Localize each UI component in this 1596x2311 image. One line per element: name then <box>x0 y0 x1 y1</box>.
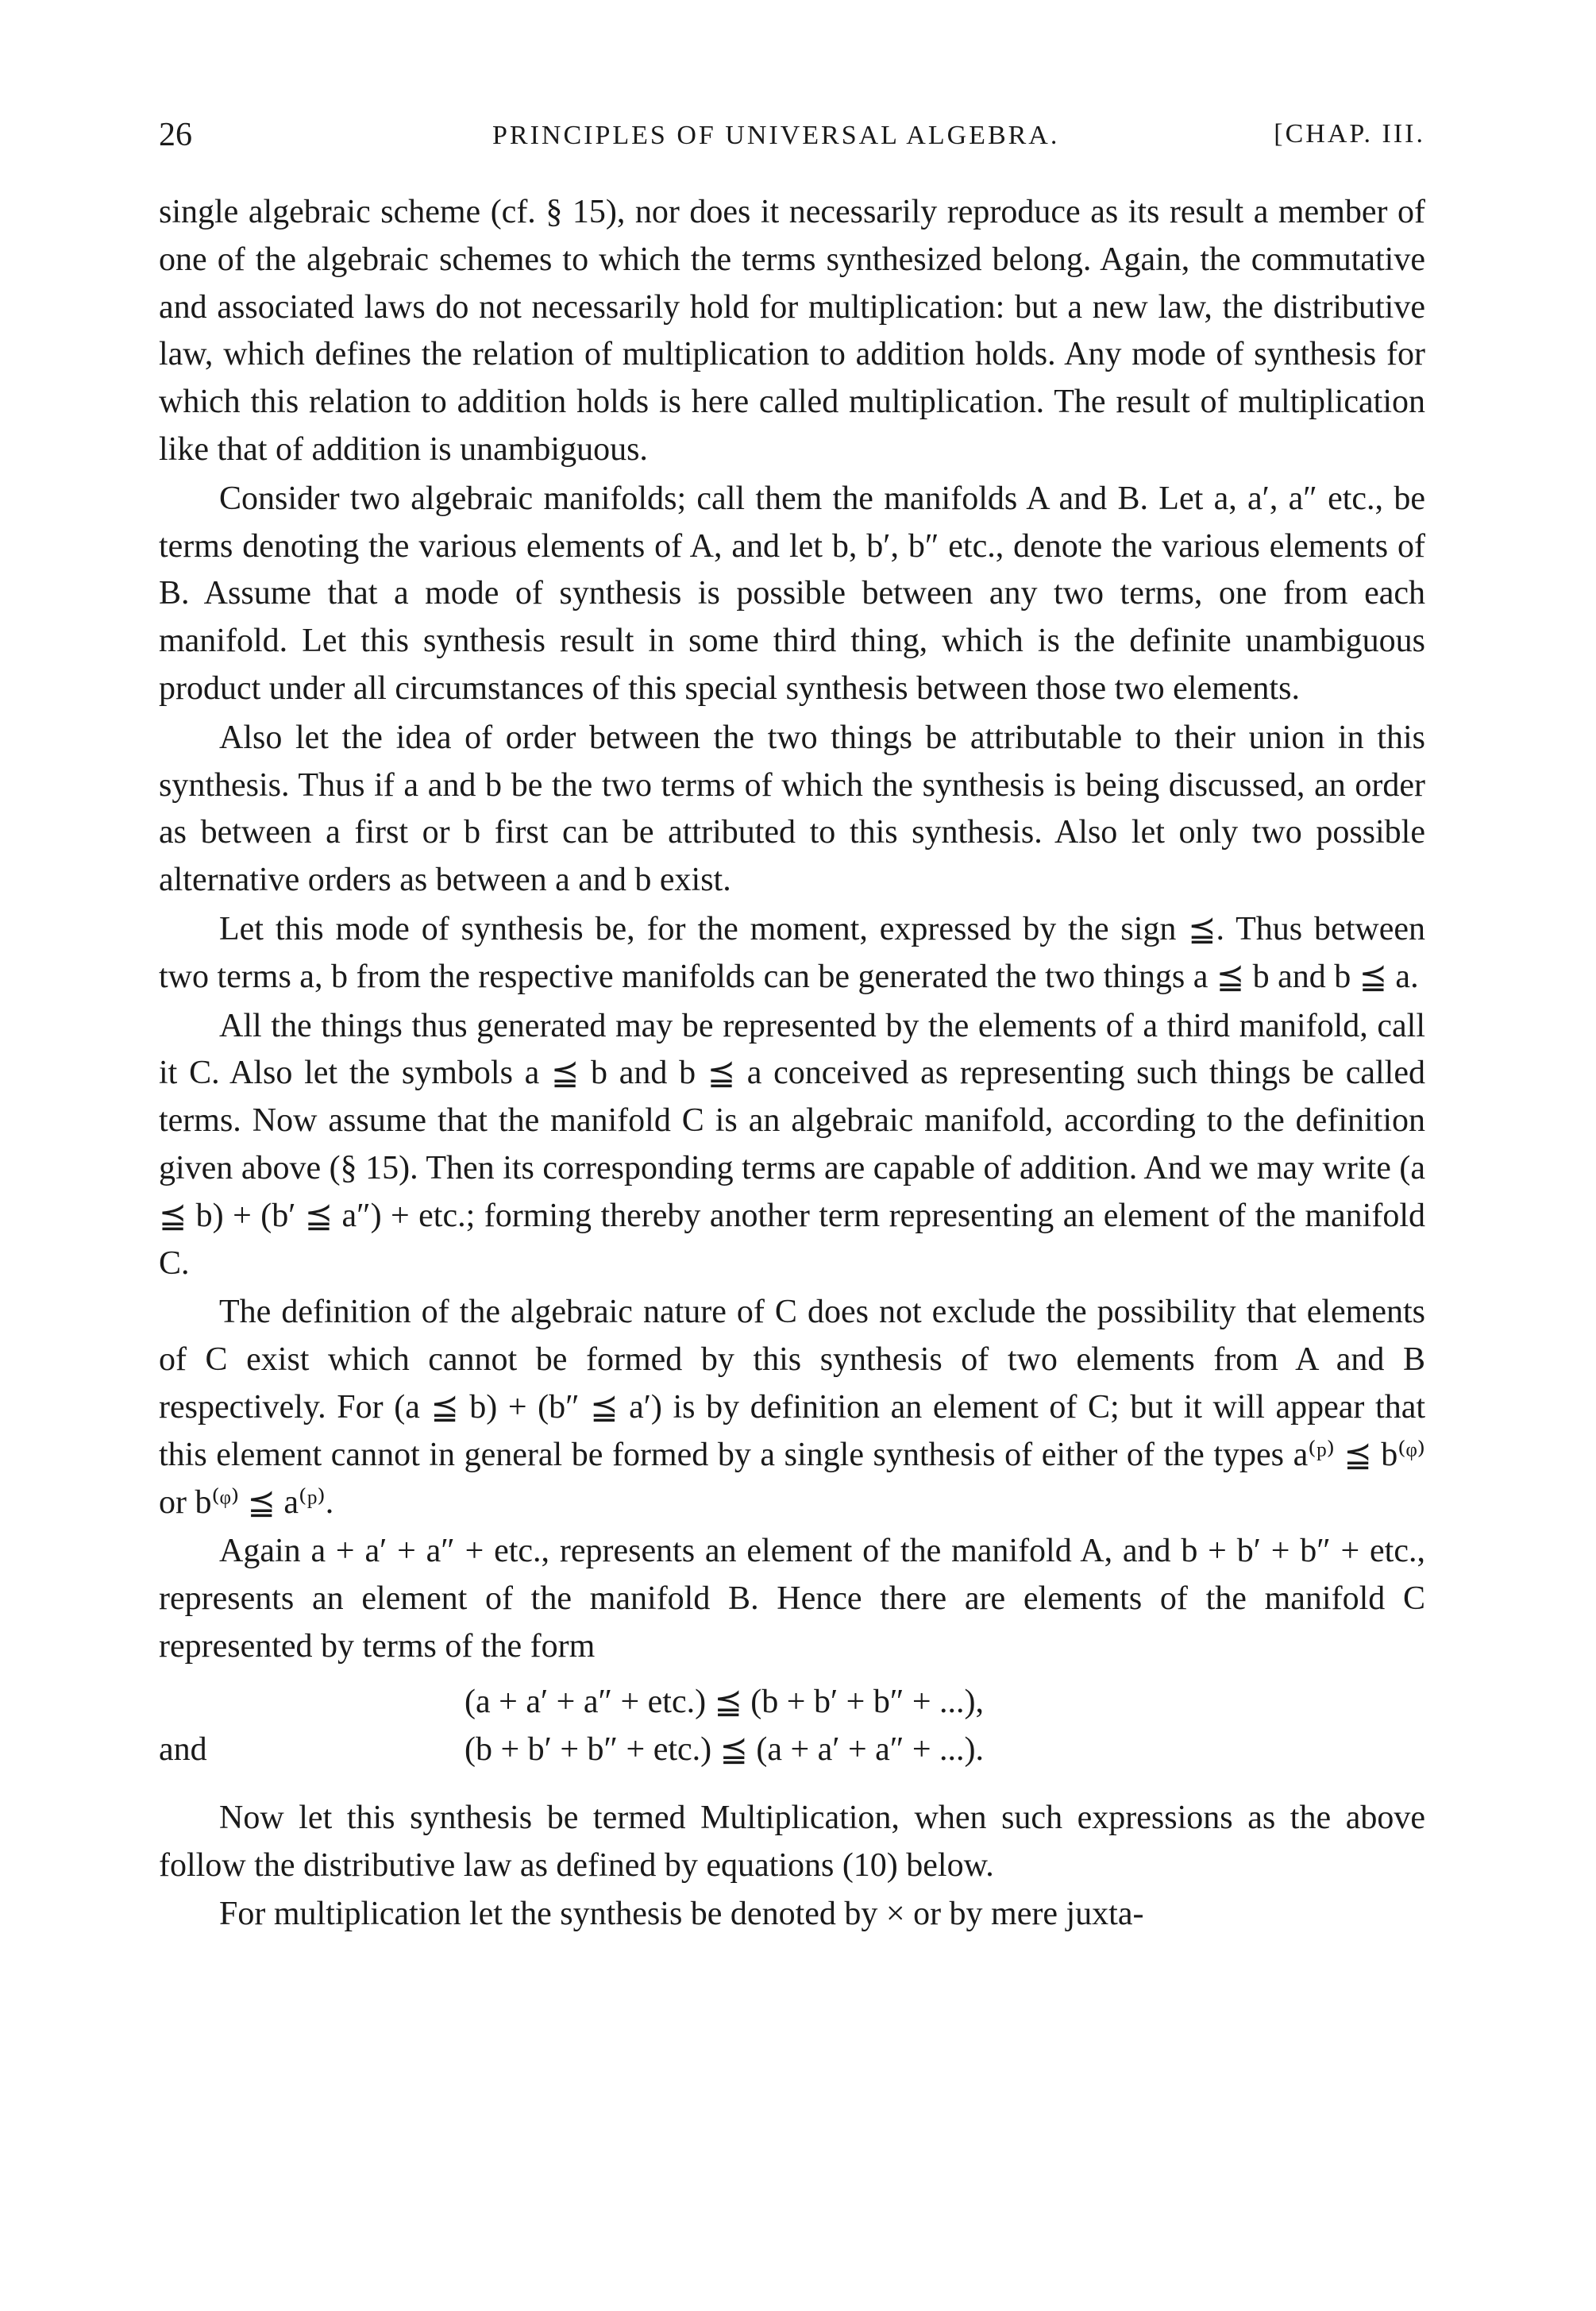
paragraph-4: Let this mode of synthesis be, for the moment, expressed by the sign ⪳. Thus between two terms a, b from the respective manifolds can be generated the two things a ⪳ b and b ⪳ a. <box>159 910 1425 995</box>
running-title: PRINCIPLES OF UNIVERSAL ALGEBRA. <box>492 121 1060 150</box>
paragraph-1: single algebraic scheme (cf. § 15), nor does it necessarily reproduce as its result a member of one of the algebraic schemes to which the terms synthesized belong. Again, the commutative and associated laws do not necessarily hold for multiplication: but a new law, the distributive law, which defines the relation of multiplication to addition holds. Any mode of synthesis for which this relation to addition holds is here called multiplication. The result of multiplication like that of addition is unambiguous. <box>159 194 1425 468</box>
paragraph-5: All the things thus generated may be represented by the elements of a third manifold, call it C. Also let the symbols a ⪳ b and b ⪳ a conceived as representing such things be called terms. Now assume that the manifold C is an algebraic manifold, according to the definition given above (§ 15). Then its corresponding terms are capable of addition. And we may write (a ⪳ b) + (b′ ⪳ a″) + etc.; forming thereby another term representing an element of the manifold C. <box>159 1007 1425 1282</box>
chapter-label: [CHAP. III. <box>1274 119 1425 149</box>
equation-2: (b + b′ + b″ + etc.) ⪳ (a + a′ + a″ + ...). <box>465 1730 984 1768</box>
running-header <box>159 116 1425 164</box>
display-equations <box>159 1679 1425 1781</box>
paragraph-2: Consider two algebraic manifolds; call them the manifolds A and B. Let a, a′, a″ etc., be terms denoting the various elements of A, and let b, b′, b″ etc., denote the various elements of B. Assume that a mode of synthesis is possible between any two terms, one from each manifold. Let this synthesis result in some third thing, which is the definite unambiguous product under all circumstances of this special synthesis between those two elements. <box>159 480 1425 707</box>
paragraph-8: Now let this synthesis be termed Multiplication, when such expressions as the above follow the distributive law as defined by equations (10) below. <box>159 1799 1425 1884</box>
equation-1: (a + a′ + a″ + etc.) ⪳ (b + b′ + b″ + ...), <box>465 1683 984 1720</box>
page-body <box>159 189 1425 1939</box>
and-label: and <box>159 1730 207 1768</box>
paragraph-7: Again a + a′ + a″ + etc., represents an element of the manifold A, and b + b′ + b″ + etc., represents an element of the manifold B. Hence there are elements of the manifold C represented by terms of the form <box>159 1533 1425 1665</box>
page-number: 26 <box>159 117 192 153</box>
paragraph-3: Also let the idea of order between the two things be attributable to their union in this synthesis. Thus if a and b be the two terms of which the synthesis is being discussed, an order as between a first or b first can be attributed to this synthesis. Also let only two possible alternative orders as between a and b exist. <box>159 719 1425 899</box>
paragraph-6: The definition of the algebraic nature of C does not exclude the possibility that elements of C exist which cannot be formed by this synthesis of two elements from A and B respectively. For (a ⪳ b) + (b″ ⪳ a′) is by definition an element of C; but it will appear that this element cannot in general be formed by a single synthesis of either of the types a⁽ᵖ⁾ ⪳ b⁽ᵠ⁾ or b⁽ᵠ⁾ ⪳ a⁽ᵖ⁾. <box>159 1294 1425 1521</box>
paragraph-9: For multiplication let the synthesis be denoted by × or by mere juxta- <box>219 1896 1144 1933</box>
